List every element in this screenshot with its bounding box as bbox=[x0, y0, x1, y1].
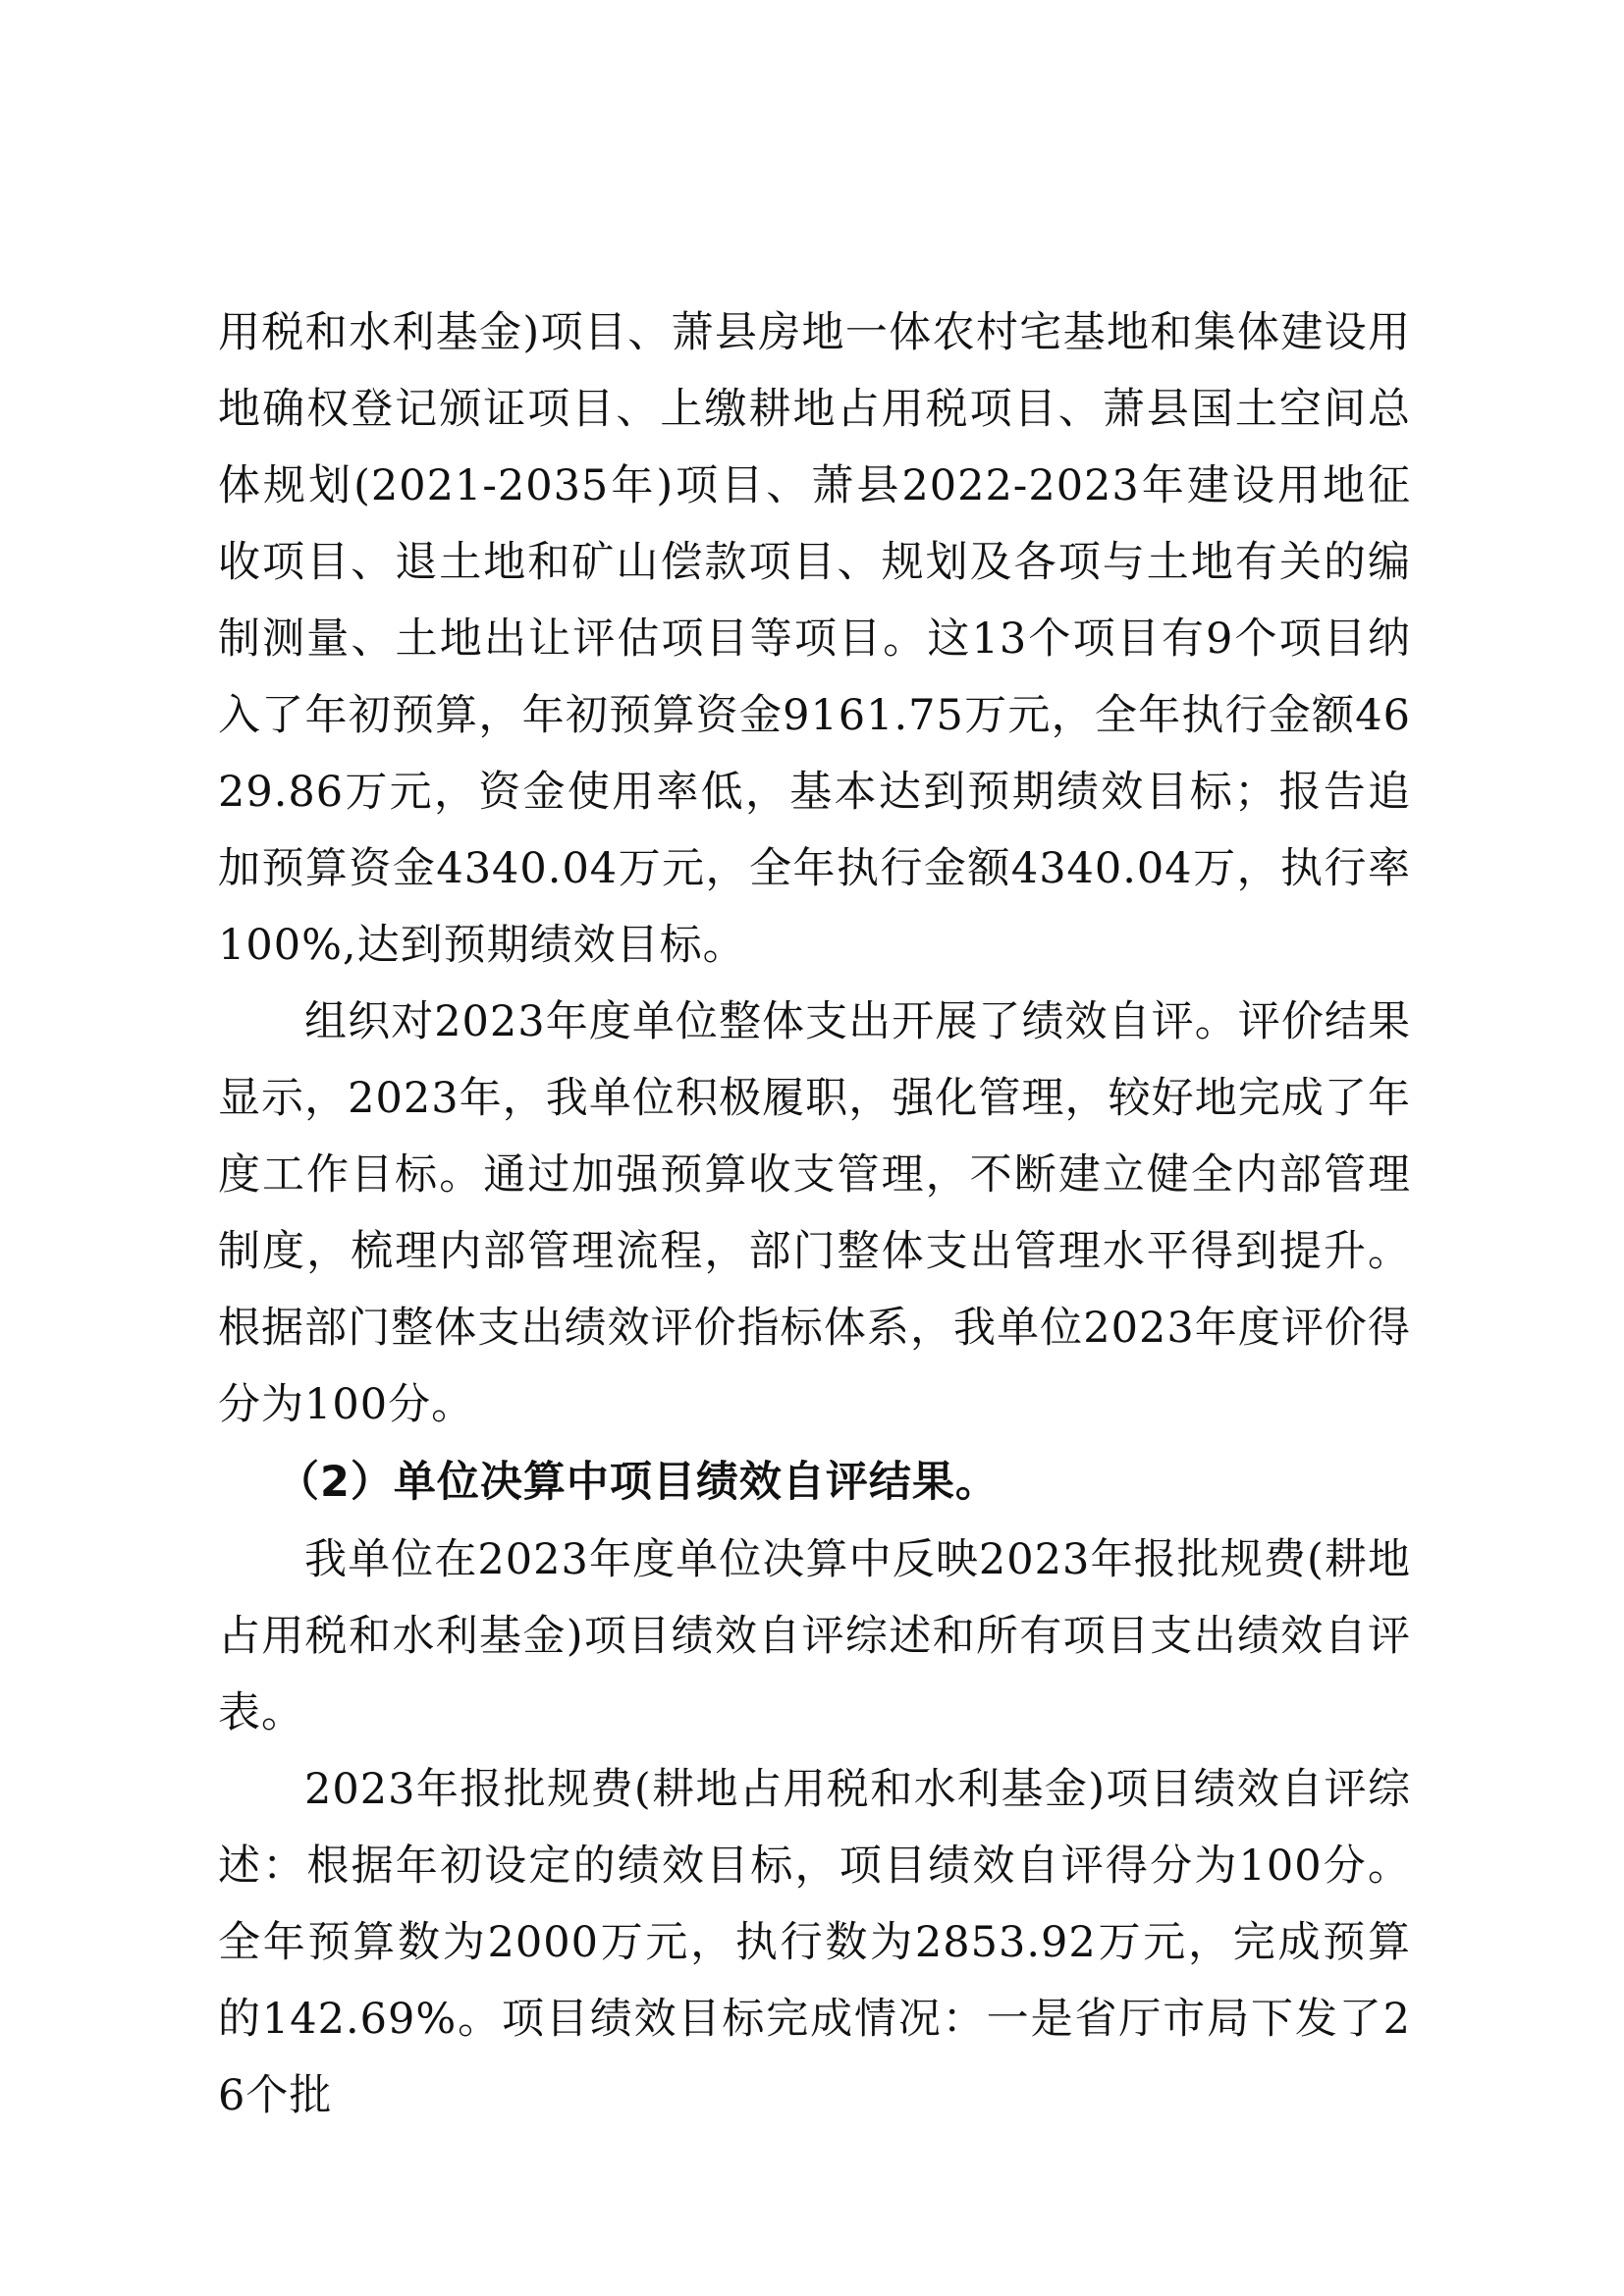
paragraph-fee-project-summary: 2023年报批规费(耕地占用税和水利基金)项目绩效自评综述：根据年初设定的绩效目标，项目绩效自评得分为100分。全年预算数为2000万元，执行数为2853.92万元，完成预算的142.69%。项目绩效目标完成情况：一是省厅市局下发了26个批 bbox=[218, 1765, 1411, 2120]
paragraph-overall-evaluation: 组织对2023年度单位整体支出开展了绩效自评。评价结果显示，2023年，我单位积极履职，强化管理，较好地完成了年度工作目标。通过加强预算收支管理，不断建立健全内部管理制度，梳理内部管理流程，部门整体支出管理水平得到提升。根据部门整体支出绩效评价指标体系，我单位2023年度评价得分为100分。 bbox=[218, 997, 1411, 1429]
section-heading: （2）单位决算中项目绩效自评结果。 bbox=[277, 1458, 999, 1507]
paragraph-final-accounts: 我单位在2023年度单位决算中反映2023年报批规费(耕地占用税和水利基金)项目绩效自评综述和所有项目支出绩效自评表。 bbox=[218, 1535, 1411, 1737]
paragraph-project-summary: 用税和水利基金)项目、萧县房地一体农村宅基地和集体建设用地确权登记颁证项目、上缴耕地占用税项目、萧县国土空间总体规划(2021-2035年)项目、萧县2022-2023年建设用地征收项目、退土地和矿山偿款项目、规划及各项与土地有关的编制测量、土地出让评估项目等项目。这13个项目有9个项目纳入了年初预算，年初预算资金9161.75万元，全年执行金额4629.86万元，资金使用率低，基本达到预期绩效目标；报告追加预算资金4340.04万元，全年执行金额4340.04万，执行率100%,达到预期绩效目标。 bbox=[218, 308, 1411, 970]
document-body bbox=[218, 294, 1411, 2134]
